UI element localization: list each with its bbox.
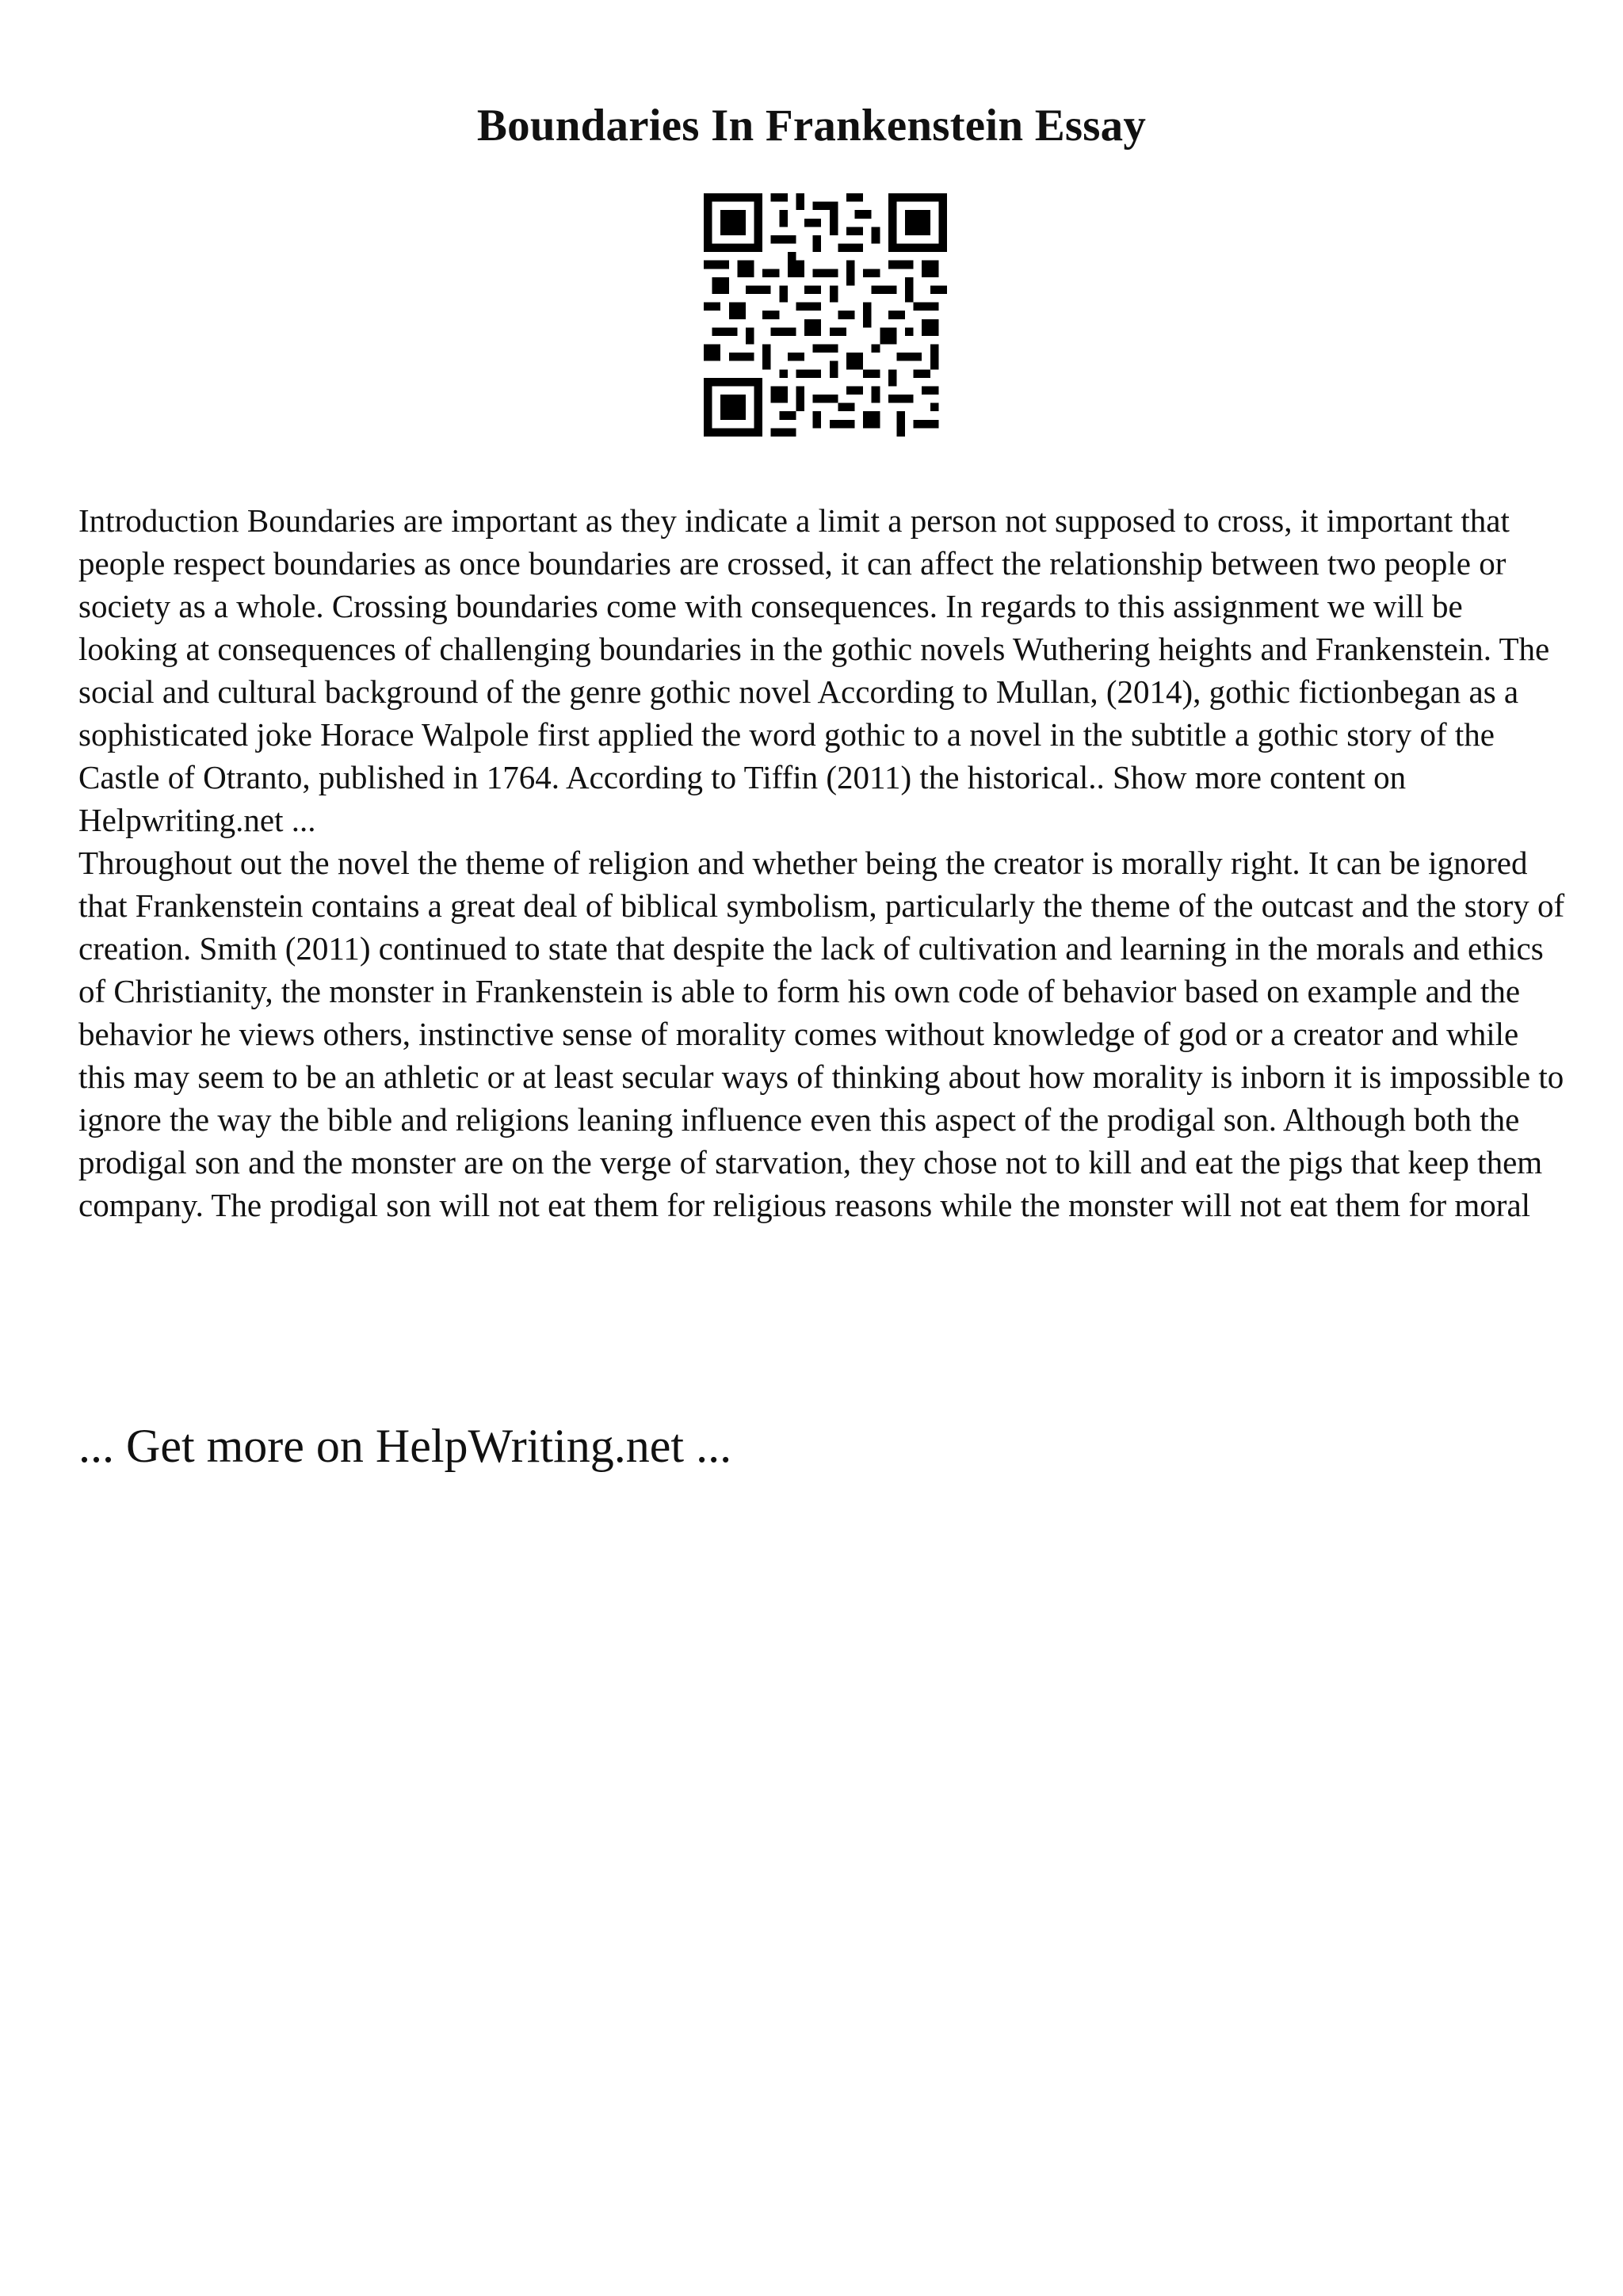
paragraph-introduction: Introduction Boundaries are important as they indicate a limit a person not supposed to cross, it important that people respect boundaries as once boundaries are crossed, it can affect the relationship between two people or society as a whole. Crossing boundaries come with consequences. In regards to this assignment we will be looking at consequences of challenging boundaries in the gothic novels Wuthering heights and Frankenstein. The social and cultural background of the genre gothic novel According to Mullan, (2014), gothic fictionbegan as a sophisticated joke Horace Walpole first applied the word gothic to a novel in the subtitle a gothic story of the Castle of Otranto, published in 1764. According to Tiffin (2011) the historical.. Show more content on Helpwriting.net ...	[78, 502, 1550, 838]
essay-body	[78, 499, 1568, 1226]
page-title: Boundaries In Frankenstein Essay	[476, 101, 1147, 151]
get-more-link[interactable]: ... Get more on HelpWriting.net ...	[78, 1420, 732, 1472]
paragraph-religion-theme: Throughout out the novel the theme of religion and whether being the creator is morally right. It can be ignored that Frankenstein contains a great deal of biblical symbolism, particularly the theme of the outcast and the story of creation. Smith (2011) continued to state that despite the lack of cultivation and learning in the morals and ethics of Christianity, the monster in Frankenstein is able to form his own code of behavior based on example and the behavior he views others, instinctive sense of morality comes without knowledge of god or a creator and while this may seem to be an athletic or at least secular ways of thinking about how morality is inborn it is impossible to ignore the way the bible and religions leaning influence even this aspect of the prodigal son. Although both the prodigal son and the monster are on the verge of starvation, they chose not to kill and eat the pigs that keep them company. The prodigal son will not eat them for religious reasons while the monster will not eat them for moral	[78, 845, 1565, 1223]
qr-code-icon	[704, 193, 947, 437]
qr-code-graphic	[704, 193, 947, 437]
